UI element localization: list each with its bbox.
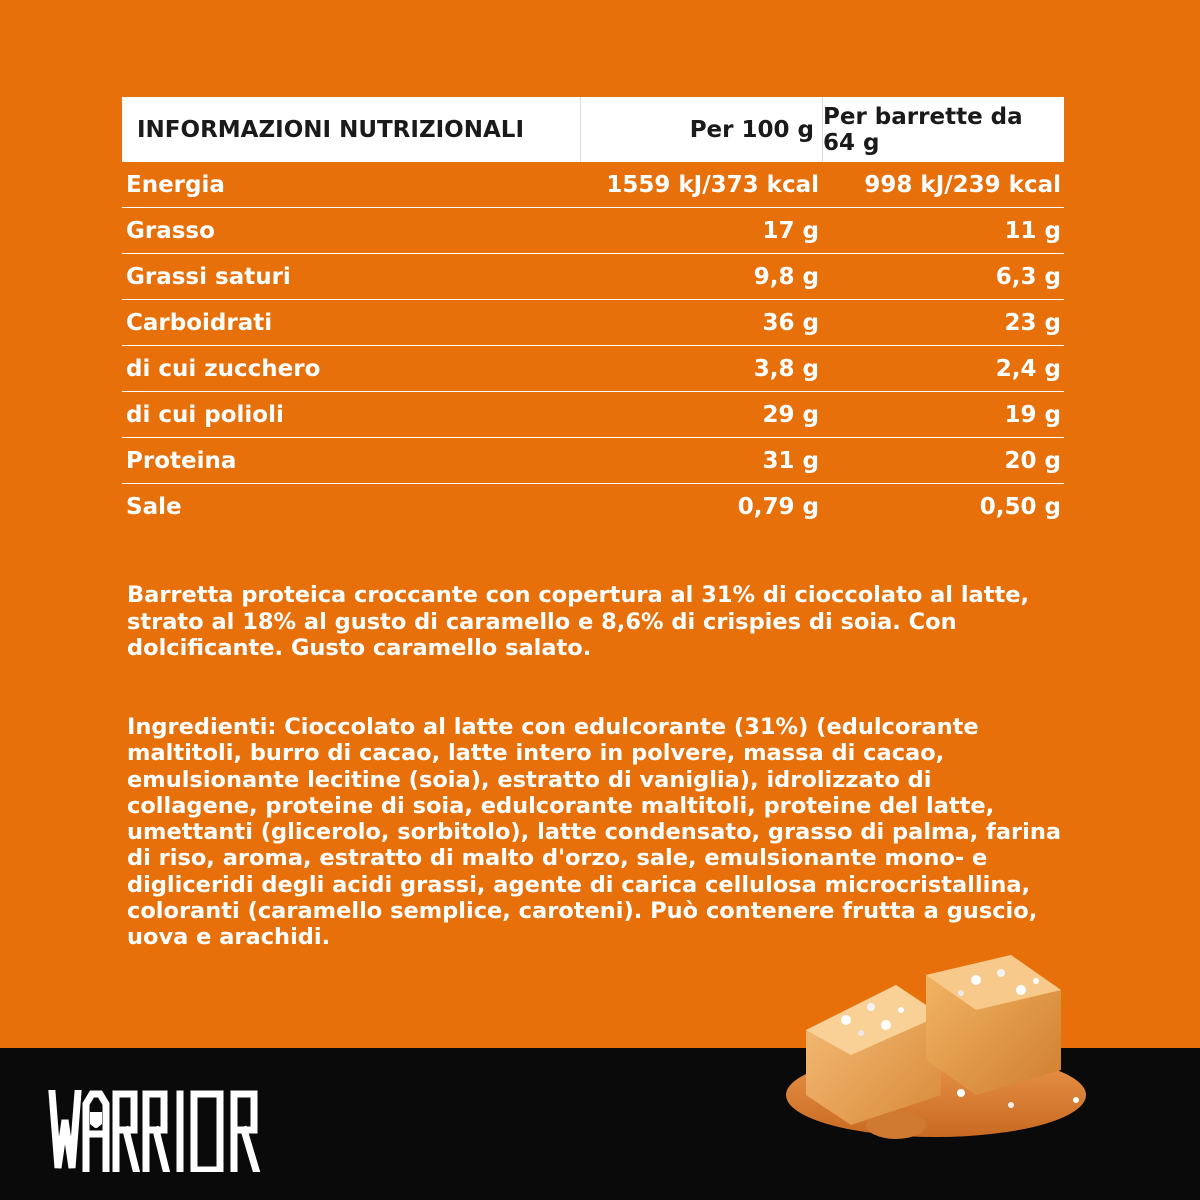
nutrition-table-header — [122, 97, 1064, 162]
table-row — [122, 162, 1064, 208]
row-value-per-bar: 0,50 g — [979, 494, 1061, 520]
row-value-per-100g: 29 g — [762, 401, 819, 428]
table-row — [122, 484, 1064, 530]
header-per-100g: Per 100 g — [581, 97, 823, 162]
row-value-per-100g: 1559 kJ/373 kcal — [606, 171, 819, 198]
caramel-image — [776, 945, 1096, 1145]
table-row — [122, 392, 1064, 438]
row-label: Energia — [126, 171, 225, 198]
row-label: di cui zucchero — [126, 355, 321, 382]
row-value-per-bar: 2,4 g — [995, 355, 1061, 382]
header-label: INFORMAZIONI NUTRIZIONALI — [122, 97, 581, 162]
ingredients-text: Ingredienti: Cioccolato al latte con edulcorante (31%) (edulcorante maltitoli, burro di cacao, latte intero in polvere, massa di cacao, emulsionante lecitine (soia), estratto di vaniglia), idrolizzato di collagene, proteine di soia, edulcorante maltitoli, proteine del latte, umettanti (glicerolo, sorbitolo), latte condensato, grasso di palma, farina di riso, aroma, estratto di malto d'orzo, sale, emulsionante mono- e digliceridi degli acidi grassi, agente di carica cellulosa microcristallina, coloranti (caramello semplice, caroteni). Può contenere frutta a guscio, uova e arachidi. — [127, 714, 1062, 951]
warrior-logo — [48, 1090, 264, 1172]
table-row — [122, 254, 1064, 300]
row-value-per-100g: 9,8 g — [753, 263, 819, 290]
row-label: Grassi saturi — [126, 263, 291, 290]
table-row — [122, 346, 1064, 392]
header-per-bar: Per barrette da 64 g — [823, 103, 1023, 156]
row-value-per-bar: 20 g — [1004, 447, 1061, 474]
row-label: Proteina — [126, 447, 237, 474]
row-value-per-100g: 36 g — [762, 309, 819, 336]
row-label: di cui polioli — [126, 401, 284, 428]
warrior-logo-icon — [48, 1090, 264, 1172]
row-value-per-bar: 23 g — [1004, 309, 1061, 336]
row-value-per-bar: 11 g — [1004, 217, 1061, 244]
row-value-per-100g: 31 g — [762, 447, 819, 474]
product-description: Barretta proteica croccante con copertura al 31% di cioccolato al latte, strato al 18% al gusto di caramello e 8,6% di crispies di soia. Con dolcificante. Gusto caramello salato. — [127, 582, 1030, 661]
nutrition-table — [122, 97, 1064, 530]
table-row — [122, 300, 1064, 346]
table-row — [122, 438, 1064, 484]
row-value-per-bar: 19 g — [1004, 401, 1061, 428]
row-value-per-bar: 998 kJ/239 kcal — [864, 171, 1061, 198]
row-value-per-bar: 6,3 g — [995, 263, 1061, 290]
row-value-per-100g: 17 g — [762, 217, 819, 244]
row-label: Carboidrati — [126, 309, 273, 336]
row-value-per-100g: 0,79 g — [737, 494, 819, 520]
row-label: Grasso — [126, 217, 215, 244]
table-row — [122, 208, 1064, 254]
row-value-per-100g: 3,8 g — [753, 355, 819, 382]
row-label: Sale — [126, 494, 182, 520]
